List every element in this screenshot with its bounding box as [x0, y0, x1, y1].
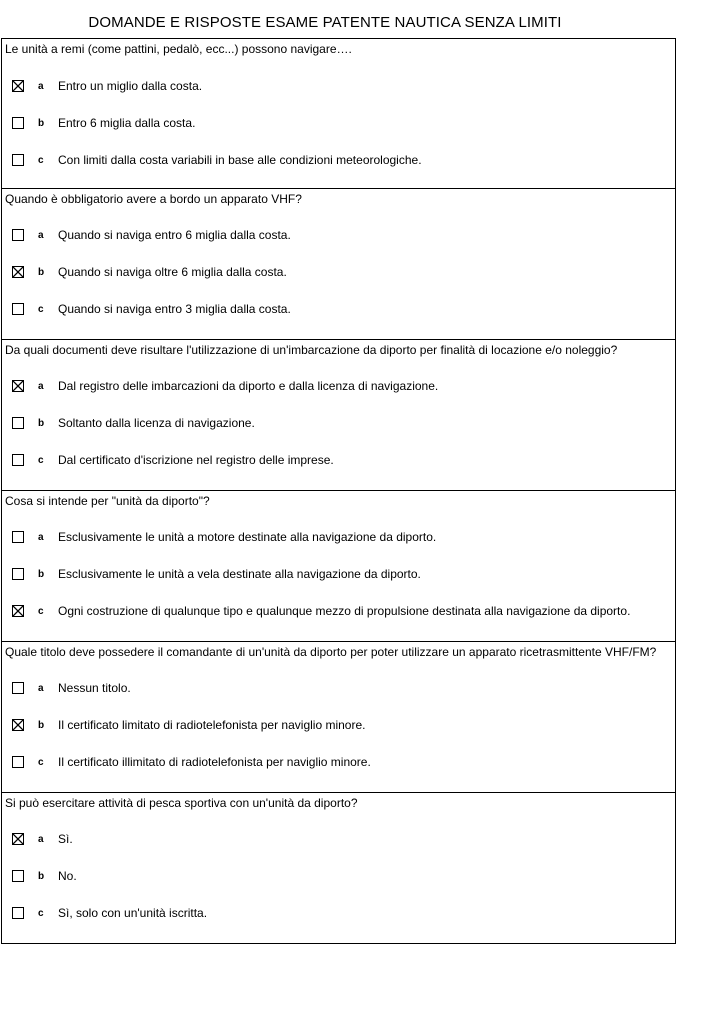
option-letter: a — [38, 834, 44, 845]
question-block — [1, 38, 676, 189]
answer-option — [2, 265, 675, 283]
check-x-icon — [13, 267, 23, 277]
answer-option — [2, 681, 675, 699]
check-x-icon — [13, 720, 23, 730]
question-text: Cosa si intende per "unità da diporto"? — [5, 494, 210, 508]
option-letter: a — [38, 230, 44, 241]
question-block — [1, 189, 676, 340]
answer-option — [2, 869, 675, 887]
option-text: Quando si naviga oltre 6 miglia dalla costa. — [58, 265, 287, 279]
check-x-icon — [13, 834, 23, 844]
option-text: Il certificato illimitato di radiotelefonista per naviglio minore. — [58, 755, 371, 769]
option-text: Ogni costruzione di qualunque tipo e qualunque mezzo di propulsione destinata alla navigazione da diporto. — [58, 604, 631, 618]
option-text: Quando si naviga entro 6 miglia dalla costa. — [58, 228, 291, 242]
answer-option — [2, 755, 675, 773]
option-letter: b — [38, 418, 45, 429]
option-text: Soltanto dalla licenza di navigazione. — [58, 416, 255, 430]
answer-checkbox[interactable] — [12, 907, 24, 919]
option-text: Nessun titolo. — [58, 681, 131, 695]
option-letter: b — [38, 267, 45, 278]
answer-option — [2, 302, 675, 320]
option-letter: a — [38, 381, 44, 392]
option-text: Dal certificato d'iscrizione nel registro delle imprese. — [58, 453, 334, 467]
question-block — [1, 793, 676, 944]
option-text: Entro un miglio dalla costa. — [58, 79, 203, 93]
page-title: DOMANDE E RISPOSTE ESAME PATENTE NAUTICA SENZA LIMITI — [88, 14, 562, 31]
question-list — [1, 38, 676, 944]
answer-option — [2, 453, 675, 471]
answer-checkbox[interactable] — [12, 80, 24, 92]
answer-checkbox[interactable] — [12, 229, 24, 241]
question-text: Quando è obbligatorio avere a bordo un apparato VHF? — [5, 192, 302, 206]
answer-checkbox[interactable] — [12, 682, 24, 694]
answer-checkbox[interactable] — [12, 380, 24, 392]
option-letter: a — [38, 683, 44, 694]
question-text: Quale titolo deve possedere il comandante di un'unità da diporto per poter utilizzare un apparato ricetrasmittente VHF/FM? — [5, 645, 657, 659]
answer-checkbox[interactable] — [12, 117, 24, 129]
answer-option — [2, 228, 675, 246]
question-text: Si può esercitare attività di pesca sportiva con un'unità da diporto? — [5, 796, 358, 810]
option-text: Esclusivamente le unità a vela destinate alla navigazione da diporto. — [58, 567, 421, 581]
answer-option — [2, 530, 675, 548]
answer-option — [2, 116, 675, 134]
answer-option — [2, 153, 675, 171]
option-letter: c — [38, 304, 44, 315]
answer-checkbox[interactable] — [12, 568, 24, 580]
answer-checkbox[interactable] — [12, 454, 24, 466]
question-block — [1, 642, 676, 793]
answer-checkbox[interactable] — [12, 756, 24, 768]
answer-checkbox[interactable] — [12, 719, 24, 731]
answer-checkbox[interactable] — [12, 833, 24, 845]
answer-option — [2, 79, 675, 97]
option-letter: b — [38, 871, 45, 882]
option-text: Il certificato limitato di radiotelefonista per naviglio minore. — [58, 718, 366, 732]
option-letter: a — [38, 81, 44, 92]
check-x-icon — [13, 606, 23, 616]
option-letter: b — [38, 569, 45, 580]
check-x-icon — [13, 81, 23, 91]
option-letter: c — [38, 455, 44, 466]
answer-checkbox[interactable] — [12, 605, 24, 617]
option-text: No. — [58, 869, 77, 883]
question-block — [1, 340, 676, 491]
answer-checkbox[interactable] — [12, 303, 24, 315]
answer-option — [2, 379, 675, 397]
option-letter: b — [38, 118, 45, 129]
answer-checkbox[interactable] — [12, 870, 24, 882]
option-letter: b — [38, 720, 45, 731]
option-text: Con limiti dalla costa variabili in base alle condizioni meteorologiche. — [58, 153, 422, 167]
question-block — [1, 491, 676, 642]
option-text: Esclusivamente le unità a motore destinate alla navigazione da diporto. — [58, 530, 437, 544]
option-text: Entro 6 miglia dalla costa. — [58, 116, 196, 130]
question-text: Le unità a remi (come pattini, pedalò, ecc...) possono navigare…. — [5, 42, 352, 56]
answer-option — [2, 604, 675, 622]
answer-option — [2, 832, 675, 850]
option-letter: c — [38, 757, 44, 768]
answer-option — [2, 906, 675, 924]
answer-option — [2, 416, 675, 434]
option-text: Quando si naviga entro 3 miglia dalla costa. — [58, 302, 291, 316]
question-text: Da quali documenti deve risultare l'utilizzazione di un'imbarcazione da diporto per finalità di locazione e/o noleggio? — [5, 343, 618, 357]
option-text: Sì. — [58, 832, 73, 846]
answer-checkbox[interactable] — [12, 531, 24, 543]
option-letter: c — [38, 155, 44, 166]
option-text: Dal registro delle imbarcazioni da diporto e dalla licenza di navigazione. — [58, 379, 439, 393]
answer-option — [2, 567, 675, 585]
answer-option — [2, 718, 675, 736]
answer-checkbox[interactable] — [12, 154, 24, 166]
check-x-icon — [13, 381, 23, 391]
answer-checkbox[interactable] — [12, 417, 24, 429]
option-letter: a — [38, 532, 44, 543]
answer-checkbox[interactable] — [12, 266, 24, 278]
option-text: Sì, solo con un'unità iscritta. — [58, 906, 208, 920]
option-letter: c — [38, 908, 44, 919]
option-letter: c — [38, 606, 44, 617]
